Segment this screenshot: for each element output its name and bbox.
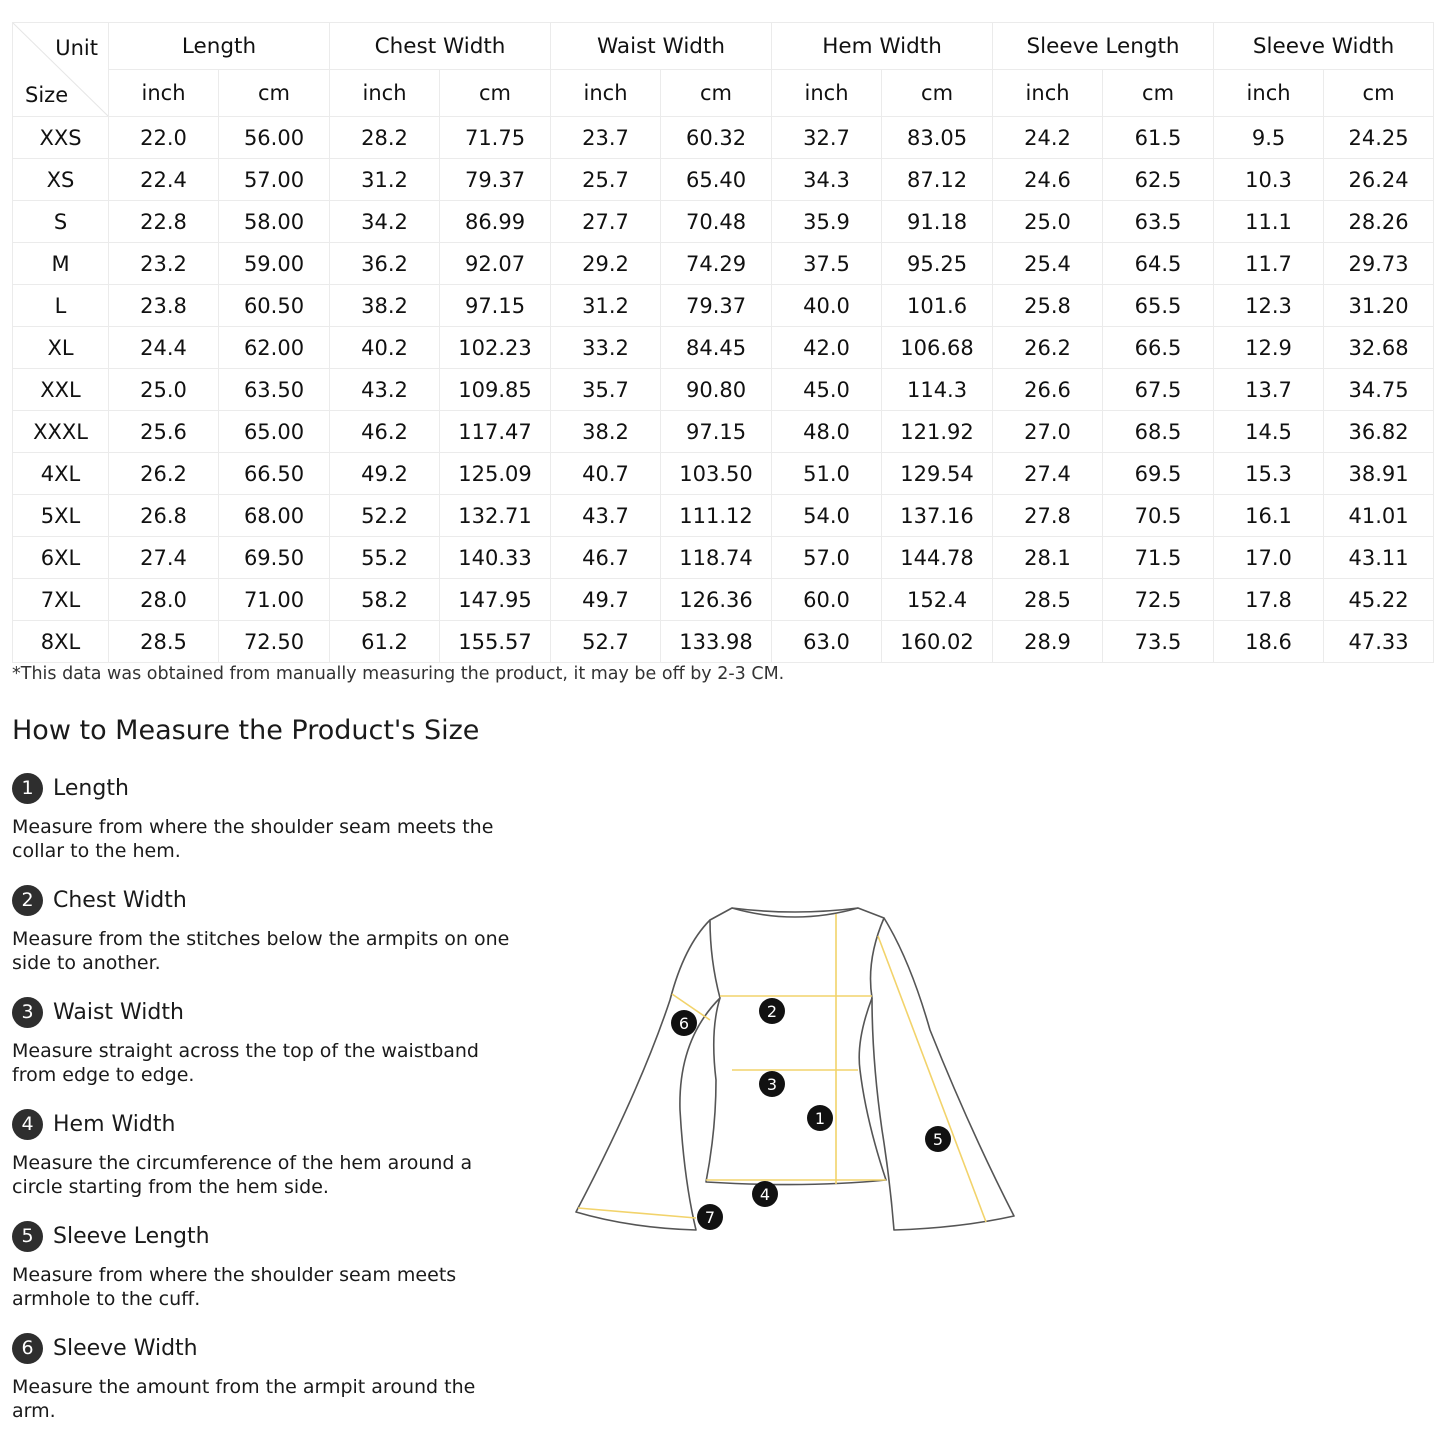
measurement-cell: 70.48 (661, 201, 772, 243)
table-row (13, 369, 1434, 411)
measurement-cell: 66.50 (219, 453, 330, 495)
step-label: Length (53, 775, 129, 801)
measurement-cell: 64.5 (1103, 243, 1214, 285)
measurement-cell: 65.5 (1103, 285, 1214, 327)
garment-diagram (560, 880, 1030, 1250)
measure-step-header (12, 884, 532, 916)
measurement-cell: 155.57 (440, 621, 551, 663)
measurement-cell: 57.00 (219, 159, 330, 201)
column-group-header: Sleeve Length (993, 23, 1214, 70)
measure-step (12, 884, 532, 975)
unit-header: inch (772, 70, 882, 117)
column-group-header: Hem Width (772, 23, 993, 70)
measurement-cell: 11.7 (1214, 243, 1324, 285)
measurement-cell: 28.1 (993, 537, 1103, 579)
measurement-cell: 40.2 (330, 327, 440, 369)
measurement-cell: 45.0 (772, 369, 882, 411)
measurement-cell: 62.5 (1103, 159, 1214, 201)
measurement-cell: 35.9 (772, 201, 882, 243)
measurement-cell: 25.0 (993, 201, 1103, 243)
measurement-cell: 17.0 (1214, 537, 1324, 579)
table-row (13, 453, 1434, 495)
table-row (13, 495, 1434, 537)
measurement-cell: 52.2 (330, 495, 440, 537)
measurement-cell: 133.98 (661, 621, 772, 663)
table-row (13, 117, 1434, 159)
size-label-cell: 4XL (13, 453, 109, 495)
measurement-cell: 26.8 (109, 495, 219, 537)
measurement-cell: 111.12 (661, 495, 772, 537)
measurement-cell: 40.7 (551, 453, 661, 495)
table-header-unit-row (13, 70, 1434, 117)
measurement-cell: 25.7 (551, 159, 661, 201)
measurement-cell: 97.15 (661, 411, 772, 453)
measurement-cell: 71.75 (440, 117, 551, 159)
measurement-cell: 43.11 (1324, 537, 1434, 579)
measurement-cell: 60.0 (772, 579, 882, 621)
step-number-badge: 3 (12, 997, 43, 1028)
marker-4: 4 (759, 1185, 771, 1204)
measurement-cell: 106.68 (882, 327, 993, 369)
measurement-cell: 68.5 (1103, 411, 1214, 453)
size-label-cell: XXXL (13, 411, 109, 453)
measurement-cell: 47.33 (1324, 621, 1434, 663)
measurement-cell: 26.2 (109, 453, 219, 495)
measurement-cell: 28.5 (993, 579, 1103, 621)
measure-step (12, 1220, 532, 1311)
table-row (13, 201, 1434, 243)
measurement-cell: 63.5 (1103, 201, 1214, 243)
measurement-cell: 71.00 (219, 579, 330, 621)
measurement-cell: 34.3 (772, 159, 882, 201)
measurement-cell: 46.7 (551, 537, 661, 579)
measurement-cell: 91.18 (882, 201, 993, 243)
measurement-cell: 73.5 (1103, 621, 1214, 663)
measurement-guides (578, 914, 986, 1222)
unit-header: cm (1324, 70, 1434, 117)
measurement-cell: 69.50 (219, 537, 330, 579)
measurement-cell: 37.5 (772, 243, 882, 285)
marker-1: 1 (814, 1109, 826, 1128)
measurement-cell: 74.29 (661, 243, 772, 285)
step-description: Measure straight across the top of the waistband from edge to edge. (12, 1040, 479, 1086)
measure-step-header (12, 1108, 532, 1140)
measurement-cell: 51.0 (772, 453, 882, 495)
measurement-cell: 25.8 (993, 285, 1103, 327)
size-label-cell: 6XL (13, 537, 109, 579)
measurement-cell: 46.2 (330, 411, 440, 453)
measurement-cell: 60.32 (661, 117, 772, 159)
step-number-badge: 2 (12, 885, 43, 916)
measure-steps-list (12, 772, 532, 1444)
step-description: Measure from where the shoulder seam meets the collar to the hem. (12, 816, 494, 862)
measurement-cell: 63.50 (219, 369, 330, 411)
measurement-cell: 84.45 (661, 327, 772, 369)
measurement-cell: 56.00 (219, 117, 330, 159)
measurement-cell: 67.5 (1103, 369, 1214, 411)
measurement-cell: 31.2 (551, 285, 661, 327)
measurement-cell: 38.2 (330, 285, 440, 327)
column-group-header: Waist Width (551, 23, 772, 70)
measurement-cell: 118.74 (661, 537, 772, 579)
step-label: Sleeve Length (53, 1223, 210, 1249)
measurement-cell: 24.2 (993, 117, 1103, 159)
measurement-cell: 29.73 (1324, 243, 1434, 285)
unit-header: cm (1103, 70, 1214, 117)
size-label-cell: L (13, 285, 109, 327)
table-row (13, 285, 1434, 327)
column-group-header: Sleeve Width (1214, 23, 1434, 70)
measurement-cell: 24.25 (1324, 117, 1434, 159)
measurement-cell: 102.23 (440, 327, 551, 369)
measurement-cell: 25.6 (109, 411, 219, 453)
size-label-cell: XXL (13, 369, 109, 411)
marker-6: 6 (678, 1014, 690, 1033)
measurement-cell: 109.85 (440, 369, 551, 411)
measure-step-header (12, 772, 532, 804)
step-number-badge: 4 (12, 1109, 43, 1140)
measurement-cell: 42.0 (772, 327, 882, 369)
measurement-cell: 140.33 (440, 537, 551, 579)
measurement-cell: 34.2 (330, 201, 440, 243)
measurement-cell: 24.4 (109, 327, 219, 369)
marker-7: 7 (704, 1208, 716, 1227)
measurement-cell: 57.0 (772, 537, 882, 579)
measurement-cell: 16.1 (1214, 495, 1324, 537)
step-number-badge: 1 (12, 773, 43, 804)
measurement-cell: 32.7 (772, 117, 882, 159)
measure-step (12, 772, 532, 863)
measurement-cell: 28.2 (330, 117, 440, 159)
measurement-cell: 58.00 (219, 201, 330, 243)
table-body (13, 117, 1434, 663)
measurement-cell: 59.00 (219, 243, 330, 285)
measurement-cell: 22.4 (109, 159, 219, 201)
measurement-cell: 48.0 (772, 411, 882, 453)
step-label: Chest Width (53, 887, 187, 913)
marker-3: 3 (766, 1075, 778, 1094)
measurement-cell: 18.6 (1214, 621, 1324, 663)
measurement-cell: 70.5 (1103, 495, 1214, 537)
measurement-cell: 79.37 (440, 159, 551, 201)
measurement-cell: 13.7 (1214, 369, 1324, 411)
measure-step-header (12, 996, 532, 1028)
measurement-cell: 26.6 (993, 369, 1103, 411)
measurement-cell: 38.2 (551, 411, 661, 453)
table-row (13, 621, 1434, 663)
measurement-cell: 28.26 (1324, 201, 1434, 243)
unit-header: cm (219, 70, 330, 117)
measurement-cell: 65.40 (661, 159, 772, 201)
size-label-cell: XL (13, 327, 109, 369)
measurement-cell: 28.5 (109, 621, 219, 663)
measurement-cell: 160.02 (882, 621, 993, 663)
measurement-cell: 101.6 (882, 285, 993, 327)
measurement-cell: 68.00 (219, 495, 330, 537)
measurement-cell: 90.80 (661, 369, 772, 411)
sleeve-length-guide-line (878, 936, 986, 1222)
size-label-cell: 5XL (13, 495, 109, 537)
unit-header: inch (551, 70, 661, 117)
measurement-cell: 14.5 (1214, 411, 1324, 453)
measurement-cell: 35.7 (551, 369, 661, 411)
measurement-cell: 17.8 (1214, 579, 1324, 621)
measurement-cell: 49.2 (330, 453, 440, 495)
measurement-cell: 27.8 (993, 495, 1103, 537)
measurement-cell: 40.0 (772, 285, 882, 327)
measurement-cell: 23.7 (551, 117, 661, 159)
measurement-cell: 12.3 (1214, 285, 1324, 327)
unit-header: inch (993, 70, 1103, 117)
measurement-cell: 97.15 (440, 285, 551, 327)
garment-outline (576, 908, 1014, 1230)
table-header-group-row (13, 23, 1434, 70)
measurement-cell: 34.75 (1324, 369, 1434, 411)
measurement-cell: 55.2 (330, 537, 440, 579)
measurement-cell: 69.5 (1103, 453, 1214, 495)
measurement-cell: 87.12 (882, 159, 993, 201)
how-to-measure-title: How to Measure the Product's Size (12, 715, 480, 746)
measurement-cell: 114.3 (882, 369, 993, 411)
measurement-cell: 26.2 (993, 327, 1103, 369)
measurement-cell: 9.5 (1214, 117, 1324, 159)
measurement-cell: 121.92 (882, 411, 993, 453)
table-row (13, 327, 1434, 369)
measurement-cell: 27.7 (551, 201, 661, 243)
size-label-cell: 7XL (13, 579, 109, 621)
size-label-cell: XS (13, 159, 109, 201)
measurement-cell: 23.8 (109, 285, 219, 327)
measurement-cell: 36.82 (1324, 411, 1434, 453)
measurement-cell: 71.5 (1103, 537, 1214, 579)
unit-header: inch (109, 70, 219, 117)
measurement-cell: 72.5 (1103, 579, 1214, 621)
measurement-cell: 62.00 (219, 327, 330, 369)
table-row (13, 243, 1434, 285)
diagram-markers (671, 998, 951, 1230)
step-description: Measure from where the shoulder seam meets armhole to the cuff. (12, 1264, 457, 1310)
column-group-header: Chest Width (330, 23, 551, 70)
measure-step (12, 1332, 532, 1423)
step-label: Sleeve Width (53, 1335, 198, 1361)
step-description: Measure the circumference of the hem around a circle starting from the hem side. (12, 1152, 473, 1198)
measurement-cell: 66.5 (1103, 327, 1214, 369)
measurement-cell: 83.05 (882, 117, 993, 159)
table-row (13, 411, 1434, 453)
measurement-cell: 137.16 (882, 495, 993, 537)
unit-header: cm (661, 70, 772, 117)
measurement-cell: 27.0 (993, 411, 1103, 453)
table-corner-cell (13, 23, 109, 117)
measurement-cell: 38.91 (1324, 453, 1434, 495)
measurement-cell: 86.99 (440, 201, 551, 243)
measurement-cell: 36.2 (330, 243, 440, 285)
measurement-cell: 125.09 (440, 453, 551, 495)
measurement-cell: 23.2 (109, 243, 219, 285)
unit-header: inch (1214, 70, 1324, 117)
unit-header: cm (440, 70, 551, 117)
size-chart-table-wrapper (12, 22, 1433, 663)
corner-size-label: Size (25, 83, 69, 107)
measurement-cell: 61.5 (1103, 117, 1214, 159)
measurement-cell: 22.0 (109, 117, 219, 159)
table-row (13, 537, 1434, 579)
measurement-cell: 12.9 (1214, 327, 1324, 369)
measurement-cell: 144.78 (882, 537, 993, 579)
step-number-badge: 5 (12, 1221, 43, 1252)
measurement-cell: 10.3 (1214, 159, 1324, 201)
measurement-cell: 28.9 (993, 621, 1103, 663)
measurement-cell: 52.7 (551, 621, 661, 663)
step-number-badge: 6 (12, 1333, 43, 1364)
step-description: Measure from the stitches below the armpits on one side to another. (12, 928, 510, 974)
measurement-cell: 15.3 (1214, 453, 1324, 495)
size-chart-table (12, 22, 1434, 663)
measurement-cell: 58.2 (330, 579, 440, 621)
measurement-cell: 79.37 (661, 285, 772, 327)
measurement-cell: 61.2 (330, 621, 440, 663)
measurement-cell: 27.4 (109, 537, 219, 579)
size-label-cell: XXS (13, 117, 109, 159)
bell-sleeve-top-illustration (560, 880, 1030, 1250)
measurement-cell: 129.54 (882, 453, 993, 495)
step-label: Waist Width (53, 999, 184, 1025)
measurement-cell: 31.2 (330, 159, 440, 201)
measurement-cell: 49.7 (551, 579, 661, 621)
measurement-cell: 65.00 (219, 411, 330, 453)
measurement-cell: 54.0 (772, 495, 882, 537)
measurement-cell: 147.95 (440, 579, 551, 621)
table-row (13, 159, 1434, 201)
unit-header: cm (882, 70, 993, 117)
size-label-cell: S (13, 201, 109, 243)
measurement-cell: 22.8 (109, 201, 219, 243)
column-group-header: Length (109, 23, 330, 70)
corner-unit-label: Unit (55, 36, 98, 60)
step-description: Measure the amount from the armpit around the arm. (12, 1376, 476, 1422)
measure-step-header (12, 1332, 532, 1364)
measurement-cell: 63.0 (772, 621, 882, 663)
measurement-cell: 25.0 (109, 369, 219, 411)
measurement-cell: 152.4 (882, 579, 993, 621)
measurement-cell: 24.6 (993, 159, 1103, 201)
measure-step (12, 996, 532, 1087)
measurement-cell: 132.71 (440, 495, 551, 537)
measurement-cell: 33.2 (551, 327, 661, 369)
measurement-cell: 60.50 (219, 285, 330, 327)
marker-2: 2 (766, 1002, 778, 1021)
measurement-cell: 31.20 (1324, 285, 1434, 327)
measurement-disclaimer: *This data was obtained from manually measuring the product, it may be off by 2-3 CM. (12, 664, 785, 684)
measure-step (12, 1108, 532, 1199)
table-row (13, 579, 1434, 621)
measurement-cell: 43.7 (551, 495, 661, 537)
measurement-cell: 126.36 (661, 579, 772, 621)
measurement-cell: 27.4 (993, 453, 1103, 495)
measurement-cell: 92.07 (440, 243, 551, 285)
measurement-cell: 117.47 (440, 411, 551, 453)
size-label-cell: 8XL (13, 621, 109, 663)
measurement-cell: 32.68 (1324, 327, 1434, 369)
measurement-cell: 29.2 (551, 243, 661, 285)
step-label: Hem Width (53, 1111, 176, 1137)
measurement-cell: 25.4 (993, 243, 1103, 285)
measurement-cell: 103.50 (661, 453, 772, 495)
measurement-cell: 95.25 (882, 243, 993, 285)
measurement-cell: 72.50 (219, 621, 330, 663)
measure-step-header (12, 1220, 532, 1252)
measurement-cell: 11.1 (1214, 201, 1324, 243)
size-label-cell: M (13, 243, 109, 285)
measurement-cell: 26.24 (1324, 159, 1434, 201)
unit-header: inch (330, 70, 440, 117)
measurement-cell: 41.01 (1324, 495, 1434, 537)
measurement-cell: 28.0 (109, 579, 219, 621)
measurement-cell: 43.2 (330, 369, 440, 411)
marker-5: 5 (932, 1130, 944, 1149)
measurement-cell: 45.22 (1324, 579, 1434, 621)
